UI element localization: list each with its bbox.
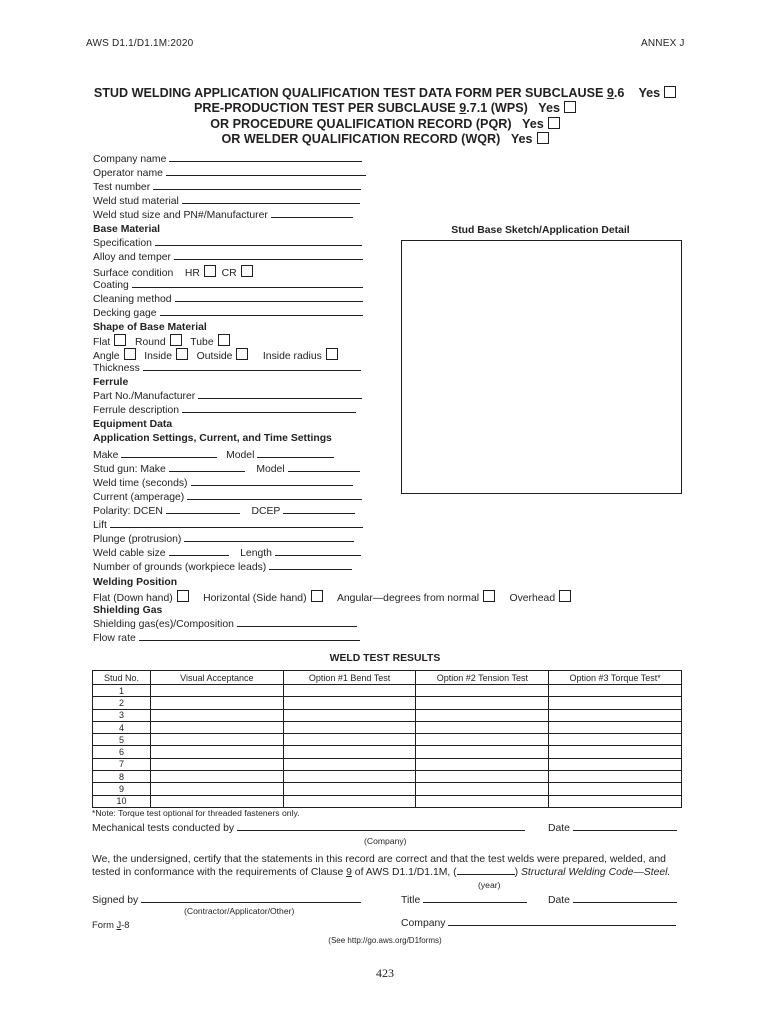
pos-horizontal-checkbox[interactable] xyxy=(311,590,323,602)
tube-label: Tube xyxy=(190,337,214,348)
mech-tests-label: Mechanical tests conducted by xyxy=(92,823,235,834)
stud-number-cell: 3 xyxy=(93,709,151,721)
table-row xyxy=(93,783,682,795)
fill-line[interactable] xyxy=(191,477,353,486)
yes-label: Yes xyxy=(638,86,661,100)
field-label: Specification xyxy=(93,238,152,249)
form-number xyxy=(92,919,130,930)
flow-rate-field[interactable] xyxy=(93,632,360,646)
field-label: Cleaning method xyxy=(93,294,172,305)
stud-number-cell: 4 xyxy=(93,721,151,733)
inside-label: Inside xyxy=(144,351,172,362)
current-field[interactable] xyxy=(93,491,362,505)
result-cell[interactable] xyxy=(416,721,549,733)
fill-line[interactable] xyxy=(132,279,363,288)
title-line-3 xyxy=(0,117,770,131)
title-line-4 xyxy=(0,132,770,146)
signed-by-label: Signed by xyxy=(92,895,139,906)
result-cell[interactable] xyxy=(416,734,549,746)
pos-overhead-checkbox[interactable] xyxy=(559,590,571,602)
inside-radius-label: Inside radius xyxy=(262,351,322,362)
result-cell[interactable] xyxy=(150,771,283,783)
field-label: Part No./Manufacturer xyxy=(93,391,196,402)
field-label: Number of grounds (workpiece leads) xyxy=(93,562,267,573)
signed-date-field[interactable] xyxy=(548,894,677,908)
make-model-field[interactable] xyxy=(93,449,334,463)
fill-line[interactable] xyxy=(139,632,360,641)
result-cell[interactable] xyxy=(150,758,283,770)
tube-checkbox[interactable] xyxy=(218,334,230,346)
weld-cable-field[interactable] xyxy=(93,547,361,561)
column-header: Stud No. xyxy=(93,671,151,685)
stud-number-cell: 1 xyxy=(93,685,151,697)
field-label: Ferrule description xyxy=(93,405,180,416)
weld-test-results-table xyxy=(92,670,682,808)
ferrule-heading: Ferrule xyxy=(93,377,129,388)
shape-heading: Shape of Base Material xyxy=(93,322,207,333)
field-label: Weld time (seconds) xyxy=(93,478,188,489)
result-cell[interactable] xyxy=(150,685,283,697)
fill-line[interactable] xyxy=(288,463,360,472)
code-title: Structural Welding Code—Steel. xyxy=(520,867,671,878)
pos-overhead-label: Overhead xyxy=(509,593,556,604)
fill-line[interactable] xyxy=(174,251,363,260)
result-cell[interactable] xyxy=(283,685,416,697)
welding-position-heading: Welding Position xyxy=(93,577,178,588)
polarity-field[interactable] xyxy=(93,505,355,519)
shape-flat-round-tube xyxy=(93,334,230,348)
certify-text: tested in conformance with the requirements of Clause xyxy=(92,867,347,878)
company-label: Company xyxy=(401,918,446,929)
field-label: Weld stud material xyxy=(93,196,179,207)
fill-line[interactable] xyxy=(153,181,361,190)
result-cell[interactable] xyxy=(150,721,283,733)
title-4-text: OR WELDER QUALIFICATION RECORD (WQR) xyxy=(221,132,501,146)
forms-link[interactable]: (See http://go.aws.org/D1forms) xyxy=(328,936,442,945)
model-label: Model xyxy=(256,464,285,475)
make-label: Make xyxy=(93,450,119,461)
field-label: Flow rate xyxy=(93,633,136,644)
weld-test-results-heading: WELD TEST RESULTS xyxy=(329,653,441,664)
result-cell[interactable] xyxy=(150,734,283,746)
yes-checkbox-1[interactable] xyxy=(664,86,676,98)
outside-checkbox[interactable] xyxy=(236,348,248,360)
yes-checkbox-3[interactable] xyxy=(548,117,560,129)
result-cell[interactable] xyxy=(150,795,283,807)
result-cell[interactable] xyxy=(549,758,682,770)
field-label: Test number xyxy=(93,182,151,193)
grounds-field[interactable] xyxy=(93,561,352,575)
cr-label: CR xyxy=(221,268,237,279)
hr-label: HR xyxy=(184,268,200,279)
field-label: Plunge (protrusion) xyxy=(93,534,182,545)
yes-checkbox-4[interactable] xyxy=(537,132,549,144)
field-label: Thickness xyxy=(93,363,140,374)
fill-line[interactable] xyxy=(573,894,677,903)
form-prefix: Form xyxy=(92,919,117,930)
title-2-text: PRE-PRODUCTION TEST PER SUBCLAUSE xyxy=(193,101,460,115)
running-header-right: ANNEX J xyxy=(641,38,685,49)
company-field[interactable] xyxy=(401,917,676,931)
result-cell[interactable] xyxy=(416,746,549,758)
welding-position-options xyxy=(93,590,571,604)
result-cell[interactable] xyxy=(283,734,416,746)
field-label: Alloy and temper xyxy=(93,252,171,263)
fill-line[interactable] xyxy=(184,533,354,542)
fill-line[interactable] xyxy=(237,822,525,831)
fill-line[interactable] xyxy=(182,404,356,413)
result-cell[interactable] xyxy=(549,685,682,697)
stud-number-cell: 9 xyxy=(93,783,151,795)
date-label: Date xyxy=(548,895,570,906)
result-cell[interactable] xyxy=(549,697,682,709)
fill-line[interactable] xyxy=(110,519,363,528)
certify-line-1: We, the undersigned, certify that the statements in this record are correct and that the test welds were prepared, welded, and xyxy=(92,854,666,865)
result-cell[interactable] xyxy=(283,783,416,795)
fill-line[interactable] xyxy=(169,463,245,472)
table-row xyxy=(93,734,682,746)
result-cell[interactable] xyxy=(549,746,682,758)
year-line[interactable] xyxy=(457,866,515,875)
mechanical-tests-field[interactable] xyxy=(92,822,525,836)
yes-label: Yes xyxy=(510,132,533,146)
column-header: Option #2 Tension Test xyxy=(416,671,549,685)
round-checkbox[interactable] xyxy=(170,334,182,346)
specification-field[interactable] xyxy=(93,237,362,251)
certify-text-post: ) xyxy=(514,867,521,878)
column-header: Visual Acceptance xyxy=(150,671,283,685)
result-cell[interactable] xyxy=(416,685,549,697)
title-field[interactable] xyxy=(401,894,527,908)
fill-line[interactable] xyxy=(448,917,676,926)
outside-label: Outside xyxy=(196,351,233,362)
fill-line[interactable] xyxy=(269,561,352,570)
fill-line[interactable] xyxy=(182,195,360,204)
pos-horizontal-label: Horizontal (Side hand) xyxy=(203,593,307,604)
title-2-ref-u: 9 xyxy=(459,101,467,115)
column-header: Option #3 Torque Test* xyxy=(549,671,682,685)
dcen-label: Polarity: DCEN xyxy=(93,506,163,517)
angle-label: Angle xyxy=(93,351,120,362)
shielding-gas-heading: Shielding Gas xyxy=(93,605,163,616)
title-1-ref-u: 9 xyxy=(606,86,614,100)
page-number: 423 xyxy=(376,966,394,980)
settings-heading: Application Settings, Current, and Time Settings xyxy=(93,433,332,444)
company-caption: (Company) xyxy=(364,836,407,846)
thickness-field[interactable] xyxy=(93,362,361,376)
result-cell[interactable] xyxy=(150,746,283,758)
coating-field[interactable] xyxy=(93,279,363,293)
result-cell[interactable] xyxy=(416,709,549,721)
result-cell[interactable] xyxy=(549,795,682,807)
form-suffix: -8 xyxy=(121,919,130,930)
result-cell[interactable] xyxy=(416,758,549,770)
stud-gun-make-label: Stud gun: Make xyxy=(93,464,166,475)
yes-label: Yes xyxy=(538,101,561,115)
result-cell[interactable] xyxy=(549,721,682,733)
alloy-temper-field[interactable] xyxy=(93,251,363,265)
result-cell[interactable] xyxy=(283,746,416,758)
mech-date-field[interactable] xyxy=(548,822,677,836)
stud-gun-field[interactable] xyxy=(93,463,360,477)
fill-line[interactable] xyxy=(573,822,677,831)
fill-line[interactable] xyxy=(121,449,217,458)
angle-checkbox[interactable] xyxy=(124,348,136,360)
fill-line[interactable] xyxy=(198,390,362,399)
table-row xyxy=(93,771,682,783)
result-cell[interactable] xyxy=(283,758,416,770)
shape-angle-row xyxy=(93,348,338,362)
stud-number-cell: 6 xyxy=(93,746,151,758)
ferrule-description-field[interactable] xyxy=(93,404,356,418)
title-2-ref: .7.1 (WPS) xyxy=(466,101,528,115)
fill-line[interactable] xyxy=(143,362,361,371)
cr-checkbox[interactable] xyxy=(241,265,253,277)
table-row xyxy=(93,721,682,733)
plunge-field[interactable] xyxy=(93,533,354,547)
result-cell[interactable] xyxy=(150,783,283,795)
fill-line[interactable] xyxy=(271,209,353,218)
field-label: Decking gage xyxy=(93,308,157,319)
lift-field[interactable] xyxy=(93,519,363,533)
cleaning-method-field[interactable] xyxy=(93,293,363,307)
fill-line[interactable] xyxy=(283,505,355,514)
result-cell[interactable] xyxy=(283,771,416,783)
table-header-row xyxy=(93,671,682,685)
pos-angular-checkbox[interactable] xyxy=(483,590,495,602)
fill-line[interactable] xyxy=(155,237,362,246)
field-label: Lift xyxy=(93,520,107,531)
stud-number-cell: 10 xyxy=(93,795,151,807)
result-cell[interactable] xyxy=(416,771,549,783)
yes-checkbox-2[interactable] xyxy=(564,101,576,113)
title-line-2 xyxy=(0,101,770,115)
dcep-label: DCEP xyxy=(251,506,281,517)
fill-line[interactable] xyxy=(169,153,362,162)
equipment-heading: Equipment Data xyxy=(93,419,173,430)
stud-number-cell: 2 xyxy=(93,697,151,709)
fill-line[interactable] xyxy=(141,894,361,903)
torque-note: *Note: Torque test optional for threaded fasteners only. xyxy=(92,808,300,818)
inside-radius-checkbox[interactable] xyxy=(326,348,338,360)
fill-line[interactable] xyxy=(160,307,363,316)
result-cell[interactable] xyxy=(150,709,283,721)
title-line-1 xyxy=(0,86,770,100)
fill-line[interactable] xyxy=(166,505,240,514)
table-row xyxy=(93,746,682,758)
flat-checkbox[interactable] xyxy=(114,334,126,346)
weld-cable-label: Weld cable size xyxy=(93,548,166,559)
table-row xyxy=(93,697,682,709)
result-cell[interactable] xyxy=(549,734,682,746)
fill-line[interactable] xyxy=(169,547,229,556)
date-label: Date xyxy=(548,823,570,834)
stud-number-cell: 5 xyxy=(93,734,151,746)
field-label: Current (amperage) xyxy=(93,492,185,503)
fill-line[interactable] xyxy=(257,449,334,458)
fill-line[interactable] xyxy=(175,293,363,302)
yes-label: Yes xyxy=(522,117,544,131)
weld-stud-material-field[interactable] xyxy=(93,195,360,209)
certify-text-mid: of AWS D1.1/D1.1M, ( xyxy=(351,867,457,878)
field-label: Operator name xyxy=(93,168,163,179)
weld-stud-size-field[interactable] xyxy=(93,209,353,223)
company-name-field[interactable] xyxy=(93,153,362,167)
weld-time-field[interactable] xyxy=(93,477,353,491)
result-cell[interactable] xyxy=(416,783,549,795)
operator-name-field[interactable] xyxy=(93,167,366,181)
result-cell[interactable] xyxy=(549,709,682,721)
result-cell[interactable] xyxy=(283,721,416,733)
sketch-title: Stud Base Sketch/Application Detail xyxy=(451,225,630,236)
base-material-heading: Base Material xyxy=(93,224,160,235)
field-label: Weld stud size and PN#/Manufacturer xyxy=(93,210,268,221)
model-label: Model xyxy=(226,450,255,461)
result-cell[interactable] xyxy=(283,697,416,709)
shielding-gas-field[interactable] xyxy=(93,618,357,632)
stud-base-sketch-box[interactable] xyxy=(401,240,682,494)
hr-checkbox[interactable] xyxy=(204,265,216,277)
title-1-text: STUD WELDING APPLICATION QUALIFICATION TEST DATA FORM PER SUBCLAUSE xyxy=(93,86,607,100)
column-header: Option #1 Bend Test xyxy=(283,671,416,685)
result-cell[interactable] xyxy=(416,795,549,807)
field-label: Surface condition xyxy=(93,268,174,279)
table-row xyxy=(93,795,682,807)
form-letter: J xyxy=(116,919,122,930)
title-3-text: OR PROCEDURE QUALIFICATION RECORD (PQR) xyxy=(210,117,512,131)
fill-line[interactable] xyxy=(275,547,361,556)
contractor-caption: (Contractor/Applicator/Other) xyxy=(184,906,295,916)
result-cell[interactable] xyxy=(283,709,416,721)
surface-condition-field xyxy=(93,265,253,279)
fill-line[interactable] xyxy=(187,491,362,500)
table-row xyxy=(93,685,682,697)
title-label: Title xyxy=(401,895,421,906)
result-cell[interactable] xyxy=(416,697,549,709)
pos-flat-label: Flat (Down hand) xyxy=(93,593,173,604)
year-caption: (year) xyxy=(478,880,501,890)
result-cell[interactable] xyxy=(549,783,682,795)
fill-line[interactable] xyxy=(166,167,366,176)
flat-label: Flat xyxy=(93,337,111,348)
certify-line-2 xyxy=(92,866,670,880)
round-label: Round xyxy=(135,337,166,348)
fill-line[interactable] xyxy=(423,894,527,903)
decking-gage-field[interactable] xyxy=(93,307,363,321)
inside-checkbox[interactable] xyxy=(176,348,188,360)
fill-line[interactable] xyxy=(237,618,357,627)
table-row xyxy=(93,709,682,721)
running-header-left: AWS D1.1/D1.1M:2020 xyxy=(86,38,194,49)
table-row xyxy=(93,758,682,770)
result-cell[interactable] xyxy=(283,795,416,807)
certify-clause: 9 xyxy=(346,867,352,878)
result-cell[interactable] xyxy=(549,771,682,783)
pos-flat-checkbox[interactable] xyxy=(177,590,189,602)
field-label: Shielding gas(es)/Composition xyxy=(93,619,234,630)
stud-number-cell: 7 xyxy=(93,758,151,770)
stud-number-cell: 8 xyxy=(93,771,151,783)
result-cell[interactable] xyxy=(150,697,283,709)
field-label: Coating xyxy=(93,280,129,291)
length-label: Length xyxy=(240,548,272,559)
part-no-field[interactable] xyxy=(93,390,362,404)
pos-angular-label: Angular—degrees from normal xyxy=(336,593,480,604)
field-label: Company name xyxy=(93,154,167,165)
test-number-field[interactable] xyxy=(93,181,361,195)
title-1-ref: .6 xyxy=(613,86,625,100)
